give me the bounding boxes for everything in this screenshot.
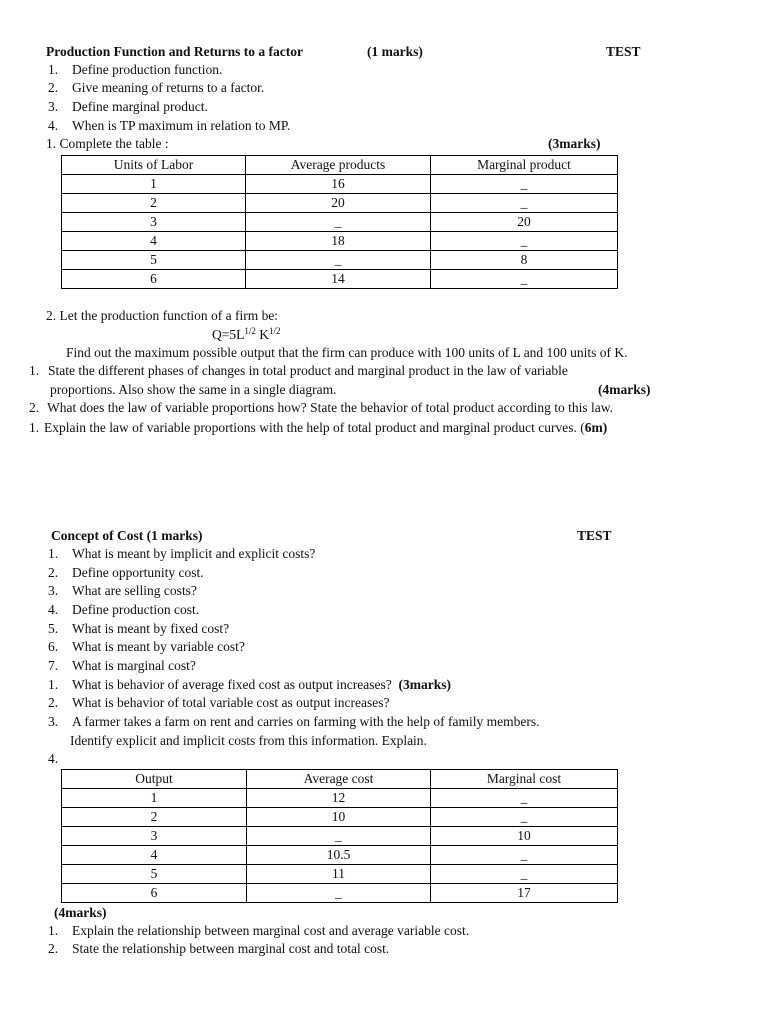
table-header-cell: Output bbox=[62, 770, 247, 789]
table-cell: _ bbox=[431, 789, 618, 808]
s2-q2-text: Define opportunity cost. bbox=[72, 565, 204, 580]
s2-4m-q1-text: Explain the relationship between marginal cost and average variable cost. bbox=[72, 923, 470, 938]
table-row bbox=[62, 270, 618, 289]
s2-3m-q1-number: 1. bbox=[48, 677, 59, 692]
table-row bbox=[62, 827, 618, 846]
section1-title: Production Function and Returns to a factor bbox=[46, 44, 304, 59]
table-cell: 10.5 bbox=[247, 846, 431, 865]
s2-3m-q3-line2: Identify explicit and implicit costs from this information. Explain. bbox=[70, 733, 427, 748]
s1-q2-intro: 2. Let the production function of a firm be: bbox=[46, 308, 279, 323]
output-cost-table bbox=[61, 769, 618, 903]
s1-six-marks: 6m) bbox=[584, 420, 608, 435]
s2-q6-text: What is meant by variable cost? bbox=[72, 639, 245, 654]
table-cell: 11 bbox=[247, 865, 431, 884]
s1-q1-text: Define production function. bbox=[72, 62, 223, 77]
table-cell: 4 bbox=[62, 232, 246, 251]
table-cell: 5 bbox=[62, 251, 246, 270]
s2-q6-number: 6. bbox=[48, 639, 59, 654]
s2-3m-q1 bbox=[72, 677, 451, 693]
table-cell: _ bbox=[431, 808, 618, 827]
s2-q7-text: What is marginal cost? bbox=[72, 658, 196, 673]
s2-3m-q2-text: What is behavior of total variable cost as output increases? bbox=[72, 695, 390, 710]
s1-6m-question bbox=[44, 420, 607, 436]
table-header-cell: Marginal cost bbox=[431, 770, 618, 789]
s1-q4-text: When is TP maximum in relation to MP. bbox=[72, 118, 291, 133]
table-cell: 17 bbox=[431, 884, 618, 903]
s2-q7-number: 7. bbox=[48, 658, 59, 673]
s1-6m-text: Explain the law of variable proportions with the help of total product and marginal product curves. ( bbox=[44, 420, 585, 435]
s1-q2-text: Give meaning of returns to a factor. bbox=[72, 80, 265, 95]
s1-4m-q1-line2: proportions. Also show the same in a single diagram. bbox=[50, 382, 337, 397]
table-row bbox=[62, 884, 618, 903]
section1-marks: (1 marks) bbox=[367, 44, 423, 59]
table-cell: 10 bbox=[247, 808, 431, 827]
table-cell: 12 bbox=[247, 789, 431, 808]
table-header-row bbox=[62, 156, 618, 175]
table-cell: _ bbox=[247, 827, 431, 846]
section2-title: Concept of Cost (1 marks) bbox=[51, 528, 203, 543]
table-cell: 2 bbox=[62, 808, 247, 827]
s2-3m-q3-number: 3. bbox=[48, 714, 59, 729]
s2-q5-text: What is meant by fixed cost? bbox=[72, 621, 230, 636]
s1-table-marks: (3marks) bbox=[548, 136, 601, 151]
s2-q4-number: 4. bbox=[48, 602, 59, 617]
table-cell: 4 bbox=[62, 846, 247, 865]
table-cell: _ bbox=[431, 846, 618, 865]
s2-q4-text: Define production cost. bbox=[72, 602, 200, 617]
table-cell: 3 bbox=[62, 827, 247, 846]
table-row bbox=[62, 808, 618, 827]
equation-exp-k: 1/2 bbox=[269, 326, 281, 336]
table-row bbox=[62, 213, 618, 232]
table-row bbox=[62, 251, 618, 270]
table-cell: _ bbox=[431, 194, 618, 213]
table-cell: 8 bbox=[431, 251, 618, 270]
s2-four-marks: (4marks) bbox=[54, 905, 107, 920]
s1-4m-q2-number: 2. bbox=[29, 400, 40, 415]
s2-3m-q2-number: 2. bbox=[48, 695, 59, 710]
table-cell: _ bbox=[431, 232, 618, 251]
s1-q1-number: 1. bbox=[48, 62, 59, 77]
production-equation bbox=[212, 327, 281, 343]
s1-4m-q1-line1: State the different phases of changes in total product and marginal product in the law of variable bbox=[48, 363, 568, 378]
table-cell: 5 bbox=[62, 865, 247, 884]
table-cell: 10 bbox=[431, 827, 618, 846]
table-cell: _ bbox=[247, 884, 431, 903]
s2-q3-text: What are selling costs? bbox=[72, 583, 197, 598]
table-row bbox=[62, 789, 618, 808]
s2-q1-number: 1. bbox=[48, 546, 59, 561]
s1-q3-text: Define marginal product. bbox=[72, 99, 208, 114]
s2-q3-number: 3. bbox=[48, 583, 59, 598]
s2-4m-q2-number: 2. bbox=[48, 941, 59, 956]
table-header-cell: Average products bbox=[246, 156, 431, 175]
s2-3m-q1-text: What is behavior of average fixed cost as output increases? bbox=[72, 677, 392, 692]
equation-k: K bbox=[255, 327, 269, 342]
section2-test-label: TEST bbox=[577, 528, 612, 543]
table-cell: 3 bbox=[62, 213, 246, 232]
s1-table-intro: 1. Complete the table : bbox=[46, 136, 169, 151]
s1-4m-q1-number: 1. bbox=[29, 363, 40, 378]
table-cell: 20 bbox=[431, 213, 618, 232]
s2-three-marks: (3marks) bbox=[398, 677, 451, 692]
table-cell: _ bbox=[431, 175, 618, 194]
s2-q5-number: 5. bbox=[48, 621, 59, 636]
table-cell: 14 bbox=[246, 270, 431, 289]
table-cell: 6 bbox=[62, 270, 246, 289]
table-cell: _ bbox=[246, 251, 431, 270]
equation-exp-l: 1/2 bbox=[244, 326, 256, 336]
s1-q2-number: 2. bbox=[48, 80, 59, 95]
table-cell: _ bbox=[431, 270, 618, 289]
table-row bbox=[62, 175, 618, 194]
table-cell: _ bbox=[246, 213, 431, 232]
s2-q2-number: 2. bbox=[48, 565, 59, 580]
s1-q3-number: 3. bbox=[48, 99, 59, 114]
table-cell: 16 bbox=[246, 175, 431, 194]
s2-4m-q2-text: State the relationship between marginal cost and total cost. bbox=[72, 941, 390, 956]
s1-four-marks: (4marks) bbox=[598, 382, 651, 397]
table-header-row bbox=[62, 770, 618, 789]
s1-6m-number: 1. bbox=[29, 420, 40, 435]
table-cell: 20 bbox=[246, 194, 431, 213]
equation-q: Q=5L bbox=[212, 327, 245, 342]
table-row bbox=[62, 232, 618, 251]
table-cell: 18 bbox=[246, 232, 431, 251]
table-cell: 1 bbox=[62, 789, 247, 808]
table-row bbox=[62, 194, 618, 213]
s1-q4-number: 4. bbox=[48, 118, 59, 133]
labor-products-table bbox=[61, 155, 618, 289]
s2-3m-q3-line1: A farmer takes a farm on rent and carries on farming with the help of family members. bbox=[72, 714, 540, 729]
table-cell: 6 bbox=[62, 884, 247, 903]
s2-q1-text: What is meant by implicit and explicit costs? bbox=[72, 546, 316, 561]
table-cell: 2 bbox=[62, 194, 246, 213]
table-cell: _ bbox=[431, 865, 618, 884]
table-cell: 1 bbox=[62, 175, 246, 194]
s2-q4-label: 4. bbox=[48, 751, 59, 766]
s2-4m-q1-number: 1. bbox=[48, 923, 59, 938]
table-header-cell: Marginal product bbox=[431, 156, 618, 175]
table-header-cell: Average cost bbox=[247, 770, 431, 789]
section1-test-label: TEST bbox=[606, 44, 641, 59]
table-row bbox=[62, 865, 618, 884]
table-row bbox=[62, 846, 618, 865]
s1-4m-q2-text: What does the law of variable proportions how? State the behavior of total product according to this law. bbox=[47, 400, 613, 415]
s1-q2-text: Find out the maximum possible output that the firm can produce with 100 units of L and 100 units of K. bbox=[66, 345, 628, 360]
table-header-cell: Units of Labor bbox=[62, 156, 246, 175]
